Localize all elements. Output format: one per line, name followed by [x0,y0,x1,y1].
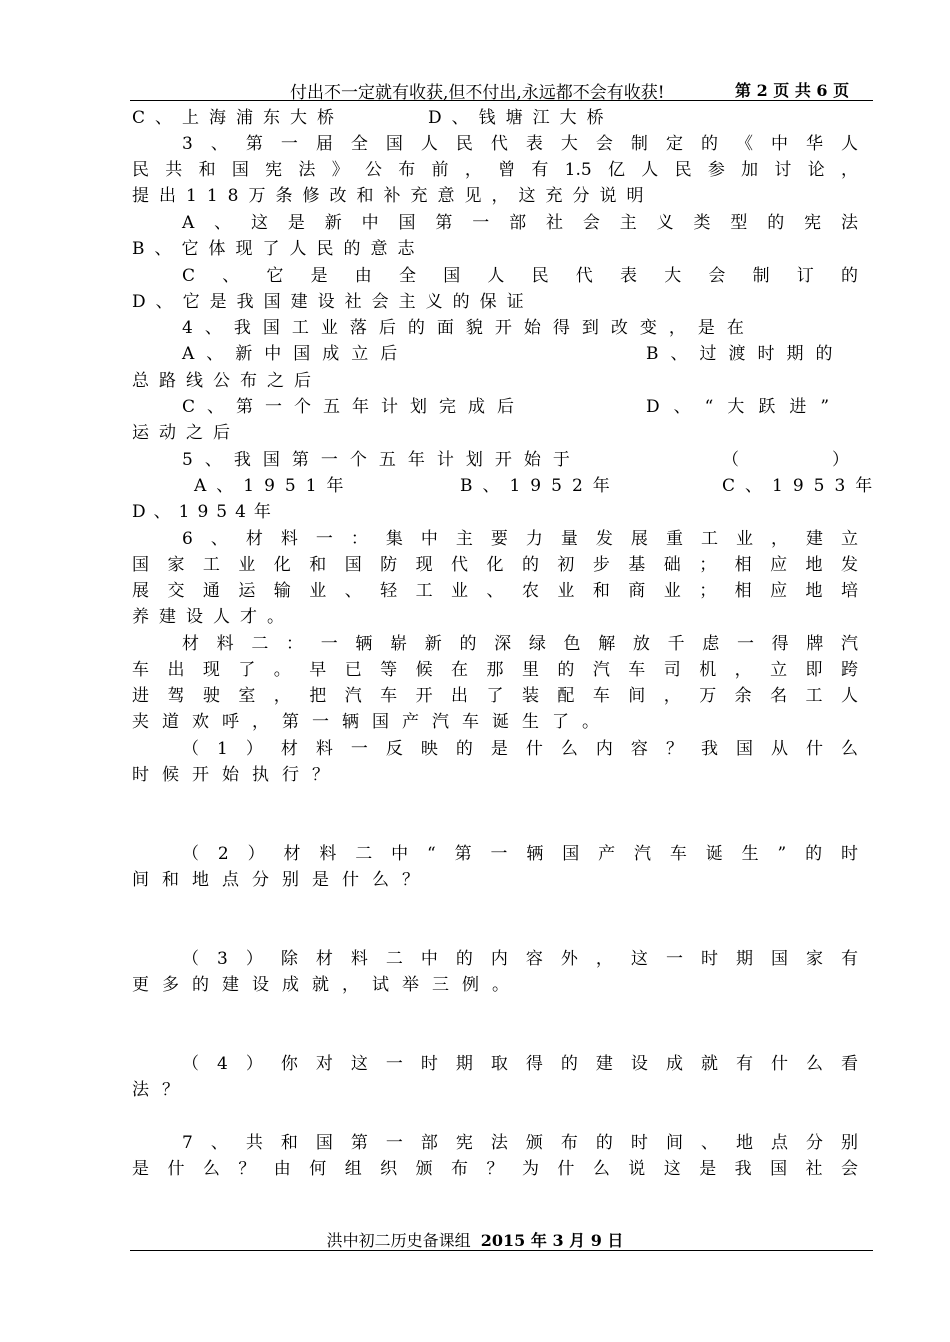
sub-question-2-line-2: 间和地点分别是什么？ [132,870,432,890]
option-b: B、过渡时期的 [646,344,845,364]
question-6-line-4: 养建设人才。 [132,607,294,627]
footer-date: 2015 年 3 月 9 日 [480,1231,624,1250]
sub-question-3-line-2: 更多的建设成就，试举三例。 [132,975,522,995]
sub-question-1-line-2: 时候开始执行？ [132,765,342,785]
material-2-line-2: 车出现了。早已等候在那里的汽车司机，立即跨 [132,660,858,680]
material-2-line-4: 夹道欢呼，第一辆国产汽车诞生了。 [132,712,612,732]
page-number: 第 2 页 共 6 页 [735,81,850,100]
option-b-cont: 总路线公布之后 [132,371,321,391]
question-3-line-2: 民共和国宪法》公布前，曾有1.5亿人民参加讨论， [132,160,858,180]
option-b: B、它体现了人民的意志 [132,239,425,259]
question-6-line-1: 6、材料一：集中主要力量发展重工业，建立 [182,529,858,549]
question-6-line-2: 国家工业化和国防现代化的初步基础；相应地发 [132,555,858,575]
question-3-line-1: 3、第一届全国人民代表大会制定的《中华人 [182,134,858,154]
option-c: C、1953年 [722,476,883,496]
answer-paren-open: （ [722,450,739,470]
footer [0,1228,950,1251]
header-motto: 付出不一定就有收获,但不付出,永远都不会有收获! [290,83,665,103]
question-5: 5、我国第一个五年计划开始于 [182,450,582,470]
material-2-line-3: 进驾驶室，把汽车开出了装配车间，万余名工人 [132,686,858,706]
answer-paren-close: ） [832,450,849,470]
question-7-line-1: 7、共和国第一部宪法颁布的时间、地点分别 [182,1133,858,1153]
option-d: D、“大跃进” [646,397,844,417]
sub-question-1-line-1: （1）材料一反映的是什么内容？我国从什么 [182,739,858,759]
option-c: C、上海浦东大桥 [132,108,345,128]
option-b: B、1952年 [460,476,620,496]
sub-question-3-line-1: （3）除材料二中的内容外，这一时期国家有 [182,949,858,969]
footer-group: 洪中初二历史备课组 [326,1231,471,1250]
option-c: C、第一个五年计划完成后 [182,397,527,417]
footer-rule [130,1250,873,1251]
question-6-line-3: 展交通运输业、轻工业、农业和商业；相应地培 [132,581,858,601]
option-c: C、它是由全国人民代表大会制订的 [182,266,858,286]
sub-question-4-line-2: 法？ [132,1080,192,1100]
sub-question-2-line-1: （2）材料二中“第一辆国产汽车诞生”的时 [182,844,858,864]
question-7-line-2: 是什么？由何组织颁布？为什么说这是我国社会 [132,1159,858,1179]
option-d: D、它是我国建设社会主义的保证 [132,292,534,312]
option-a: A、这是新中国第一部社会主义类型的宪法 [182,213,858,233]
option-a: A、1951年 [194,476,354,496]
material-2-line-1: 材料二：一辆崭新的深绿色解放千虑一得牌汽 [182,634,858,654]
sub-question-4-line-1: （4）你对这一时期取得的建设成就有什么看 [182,1054,858,1074]
question-3-line-3: 提出118万条修改和补充意见，这充分说明 [132,186,654,206]
question-4: 4、我国工业落后的面貌开始得到改变，是在 [182,318,756,338]
header-rule [130,100,873,101]
option-d-cont: 运动之后 [132,423,240,443]
option-d: D、钱塘江大桥 [428,108,614,128]
option-d: D、1954年 [132,502,279,522]
option-a: A、新中国成立后 [182,344,410,364]
